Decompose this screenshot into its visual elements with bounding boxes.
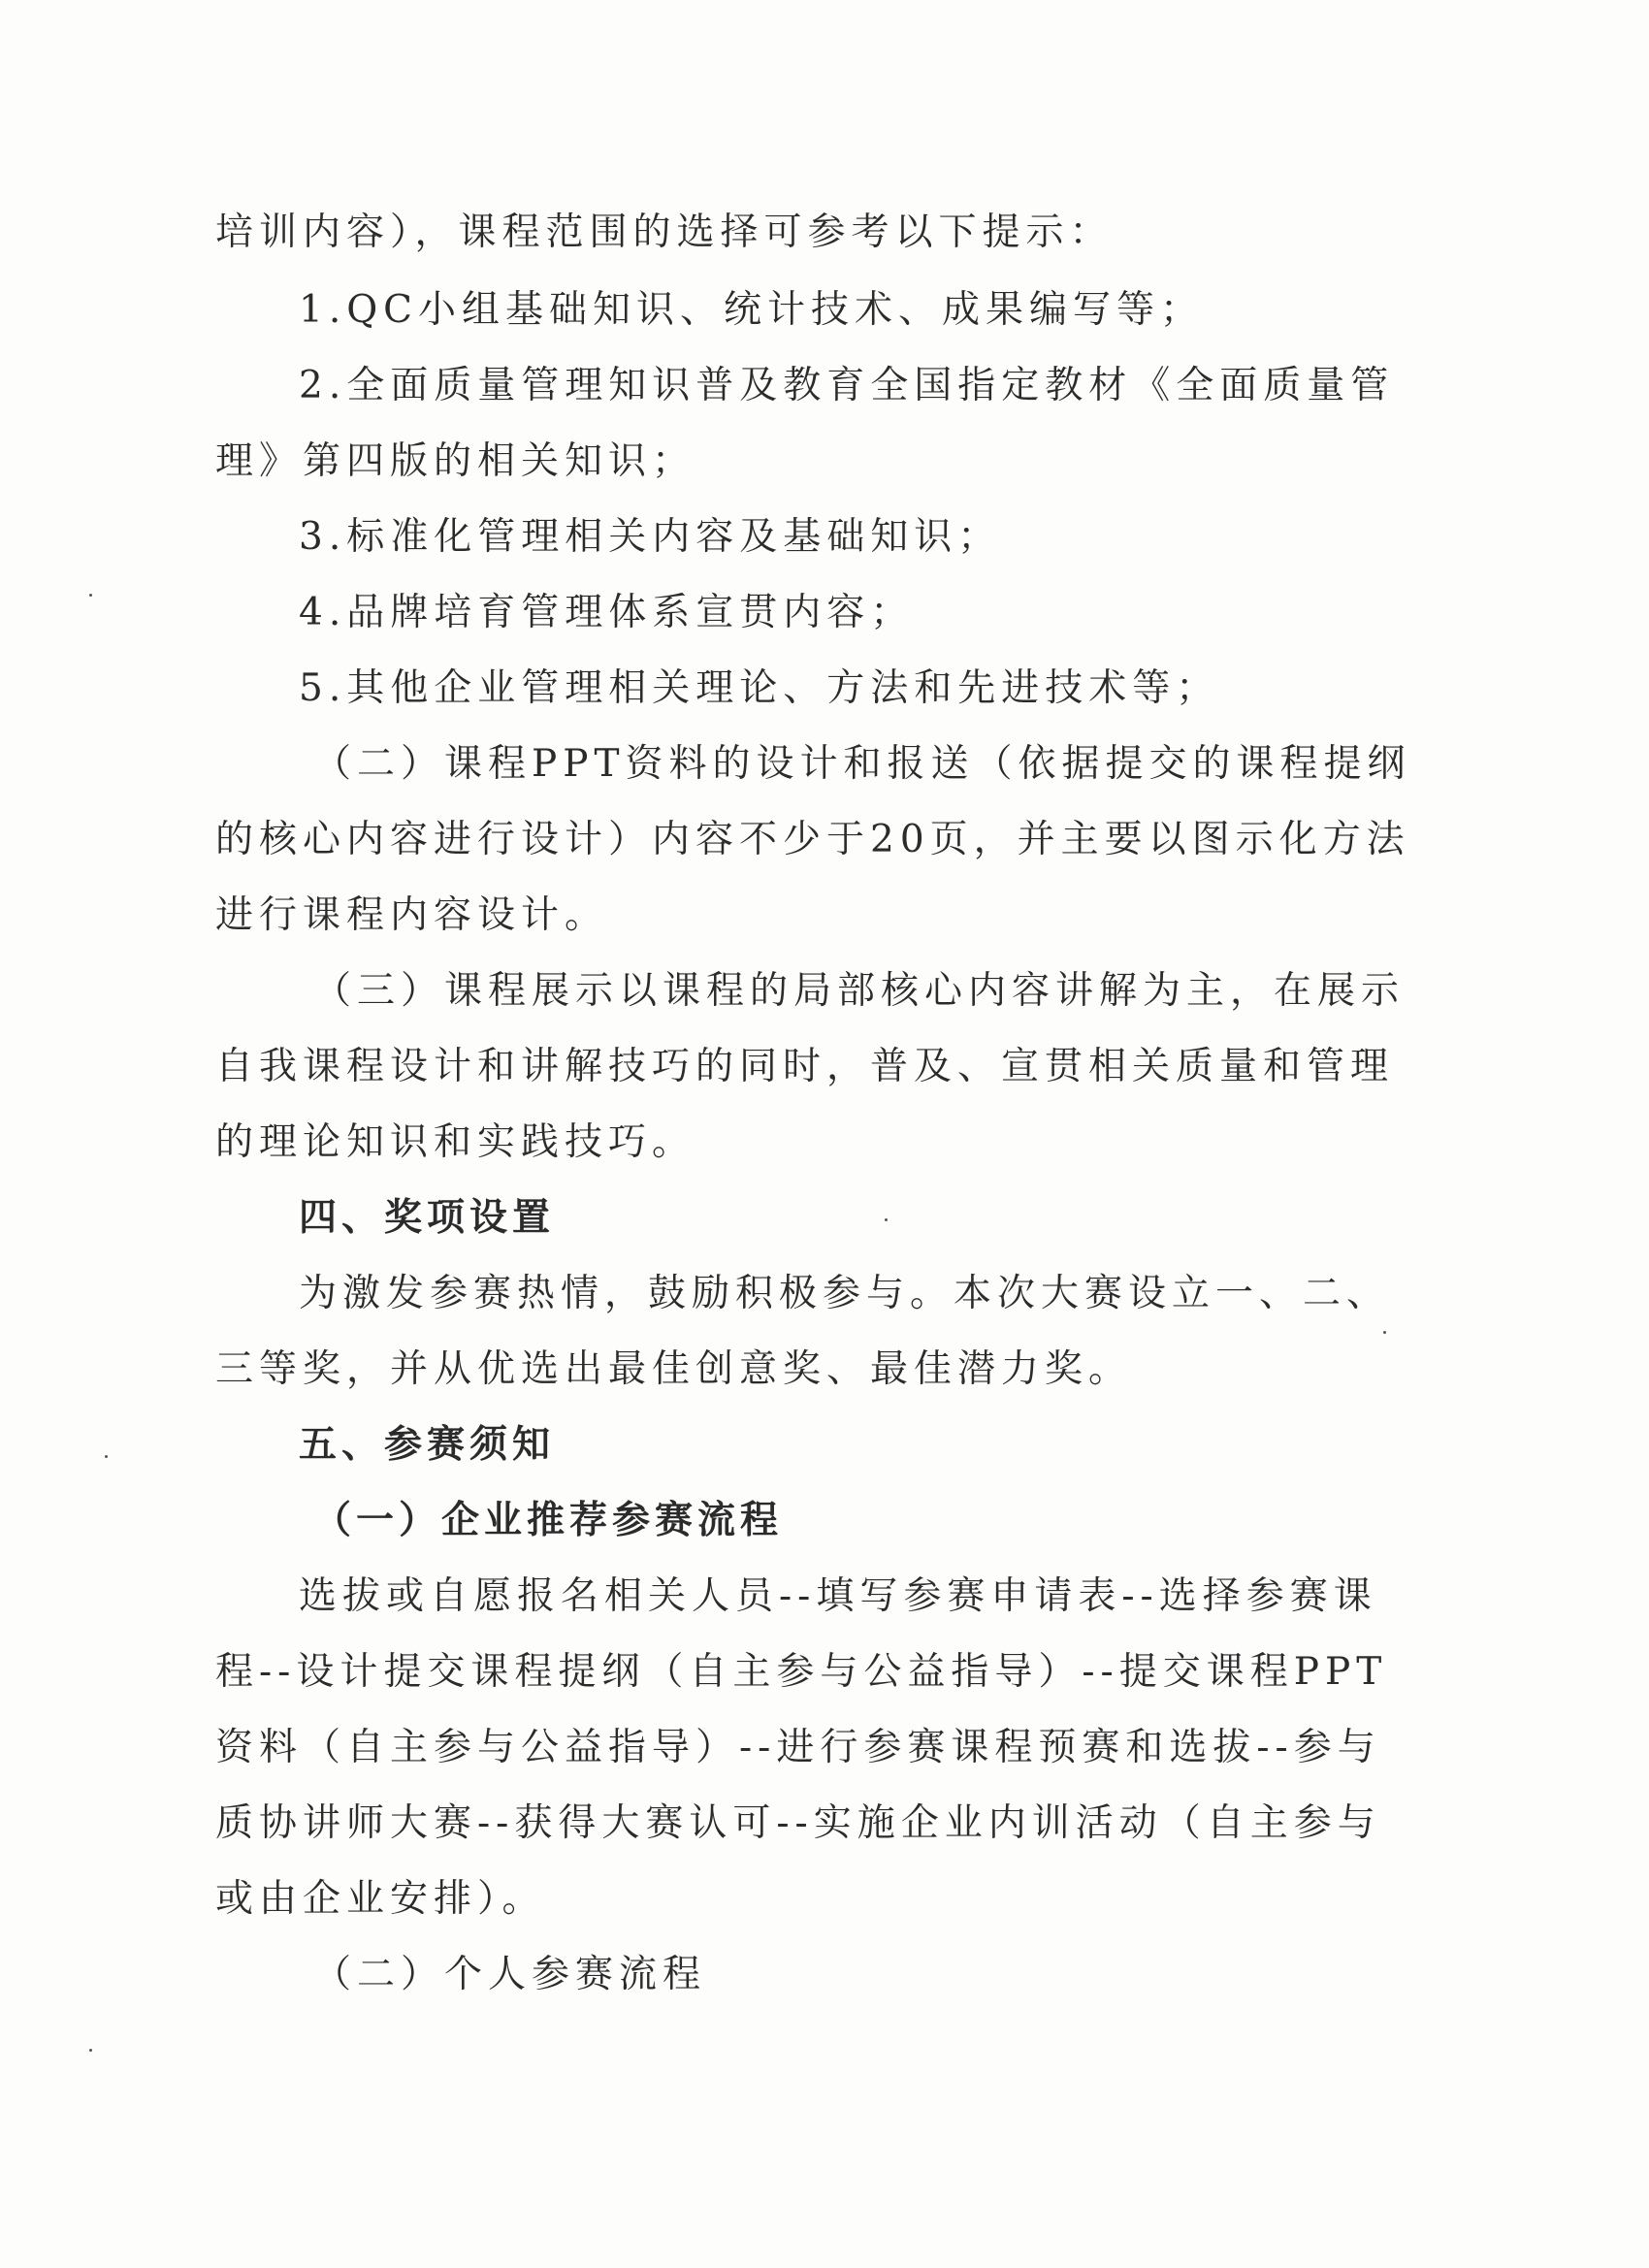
section-heading: 四、奖项设置 [299, 1196, 556, 1240]
list-item: 4.品牌培育管理体系宣贯内容； [299, 591, 915, 634]
paragraph-line: （三）课程展示以课程的局部核心内容讲解为主，在展示 [313, 969, 1406, 1013]
paragraph-line: 三等奖，并从优选出最佳创意奖、最佳潜力奖。 [215, 1347, 1133, 1391]
section-heading: 五、参赛须知 [299, 1423, 556, 1467]
scan-speck [885, 1218, 888, 1221]
paragraph-line: 自我课程设计和讲解技巧的同时，普及、宣贯相关质量和管理 [215, 1045, 1395, 1088]
paragraph-line: 培训内容），课程范围的选择可参考以下提示： [215, 211, 1114, 254]
paragraph-line: 资料（自主参与公益指导）--进行参赛课程预赛和选拔--参与 [215, 1726, 1381, 1769]
paragraph-line: 的核心内容进行设计）内容不少于20页，并主要以图示化方法 [215, 818, 1410, 861]
paragraph-line: 的理论知识和实践技巧。 [215, 1120, 696, 1164]
paragraph-line: 进行课程内容设计。 [215, 893, 609, 937]
paragraph-line: 为激发参赛热情，鼓励积极参与。本次大赛设立一、二、 [299, 1272, 1391, 1315]
paragraph-line: 理》第四版的相关知识； [215, 439, 696, 483]
scan-speck [105, 1455, 108, 1458]
paragraph-line: 或由企业安排）。 [215, 1877, 546, 1921]
list-item: 1.QC小组基础知识、统计技术、成果编写等； [299, 288, 1205, 332]
paragraph-line: 选拔或自愿报名相关人员--填写参赛申请表--选择参赛课 [299, 1574, 1377, 1618]
scan-speck [89, 594, 92, 597]
paragraph-line: 程--设计提交课程提纲（自主参与公益指导）--提交课程PPT [215, 1650, 1388, 1694]
paragraph-line: （二）课程PPT资料的设计和报送（依据提交的课程提纲 [313, 742, 1411, 786]
list-item: 3.标准化管理相关内容及基础知识； [299, 515, 1002, 559]
list-item: 2.全面质量管理知识普及教育全国指定教材《全面质量管 [299, 364, 1395, 407]
paragraph-line: 质协讲师大赛--获得大赛认可--实施企业内训活动（自主参与 [215, 1801, 1381, 1845]
subsection-heading: （二）个人参赛流程 [313, 1953, 707, 1996]
subsection-heading: （一）企业推荐参赛流程 [313, 1499, 784, 1542]
scan-speck [1383, 1331, 1386, 1334]
scan-speck [89, 2049, 92, 2052]
list-item: 5.其他企业管理相关理论、方法和先进技术等； [299, 666, 1220, 710]
